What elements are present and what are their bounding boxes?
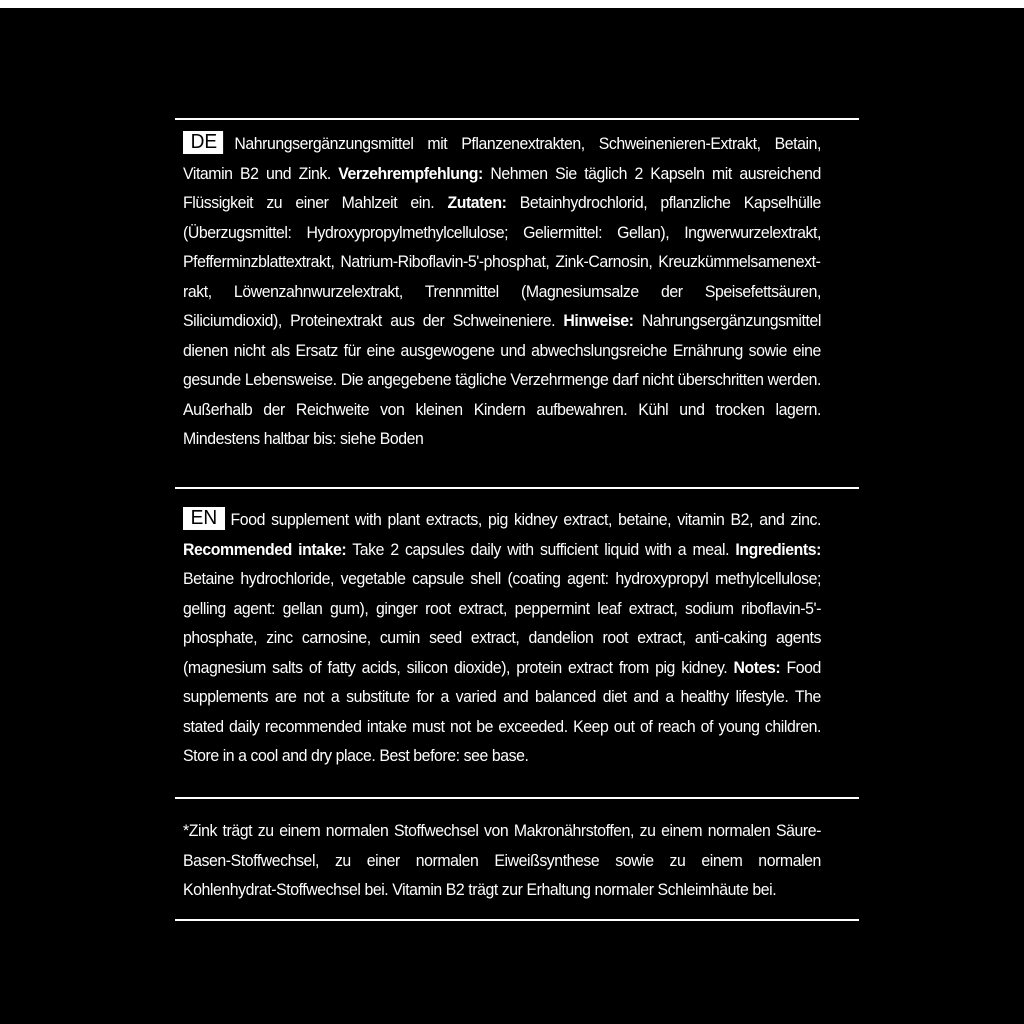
english-label-section xyxy=(183,505,821,771)
language-badge-en: EN xyxy=(183,507,225,530)
en-description: Food supplement with plant extracts, pig kidney extract, betaine, vitamin B2, and zinc. xyxy=(230,510,821,529)
de-description: Nahrungsergänzungsmittel mit Pflanzenextrakten, Schweinenieren-Extrakt, Betain, Vitamin B2 und Zink. xyxy=(183,134,821,183)
divider-top xyxy=(175,118,859,120)
divider-en-footnote xyxy=(175,797,859,799)
divider-bottom xyxy=(175,919,859,921)
footnote-health-claims: *Zink trägt zu einem normalen Stoffwechsel von Makronährstoffen, zu einem normalen Säure-Basen-Stoffwechsel, zu einer normalen Eiweißsynthese sowie zu einem normalen Kohlenhydrat-Stoffwechsel bei. Vitamin B2 trägt zur Erhaltung normaler Schleimhäute bei. xyxy=(183,821,821,899)
en-notes-text: Food supplements are not a substitute for a varied and balanced diet and a healthy lifestyle. The stated daily recommended intake must not be exceeded. Keep out of reach of young children. Store in a cool and dry place. Best before: see base. xyxy=(183,657,821,765)
german-label-section xyxy=(183,129,821,454)
top-edge-band xyxy=(0,0,1024,8)
en-ingredients-heading: Ingredients: xyxy=(735,539,821,559)
en-intake-text: Take 2 capsules daily with sufficient liquid with a meal. xyxy=(346,539,736,559)
de-intake-text: Nehmen Sie täglich 2 Kapseln mit ausreichend Flüssigkeit zu einer Mahlzeit ein. xyxy=(183,163,821,212)
language-badge-de: DE xyxy=(183,131,223,154)
de-notes-heading: Hinweise: xyxy=(563,311,634,330)
de-ingredients-heading: Zutaten: xyxy=(447,193,507,212)
de-intake-heading: Verzehrempfehlung: xyxy=(338,163,483,183)
de-ingredients-text: Betainhydrochlorid, pflanzliche Kapselhülle (Überzugsmittel: Hydroxypropylmethylcellulose; Geliermittel: Gellan), Ingwerwurzelextrakt, Pfefferminzblattextrakt, Natrium-Riboflavin-5'-phosphat, Zink-Carnosin, Kreuzkümmelsamenextrakt, Löwenzahnwurzelextrakt, Trennmittel (Magnesiumsalze der Speisefettsäuren, Siliciumdioxid), Proteinextrakt aus der Schweineniere. xyxy=(183,193,821,330)
de-notes-text: Nahrungsergänzungsmittel dienen nicht als Ersatz für eine ausgewogene und abwechslungsreiche Ernährung sowie eine gesunde Lebensweise. Die angegebene tägliche Verzehrmenge darf nicht überschritten werden. Außerhalb der Reichweite von kleinen Kindern aufbewahren. Kühl und trocken lagern. Mindestens haltbar bis: siehe Boden xyxy=(183,311,821,448)
en-intake-heading: Recommended intake: xyxy=(183,539,347,559)
divider-de-en xyxy=(175,487,859,489)
en-ingredients-text: Betaine hydrochloride, vegetable capsule shell (coating agent: hydroxypropyl methylcellulose; gelling agent: gellan gum), ginger root extract, peppermint leaf extract, sodium riboflavin-5'-phosphate, zinc carnosine, cumin seed extract, dandelion root extract, anti-caking agents (magnesium salts of fatty acids, silicon dioxide), protein extract from pig kidney. xyxy=(183,569,821,677)
en-notes-heading: Notes: xyxy=(733,657,781,677)
